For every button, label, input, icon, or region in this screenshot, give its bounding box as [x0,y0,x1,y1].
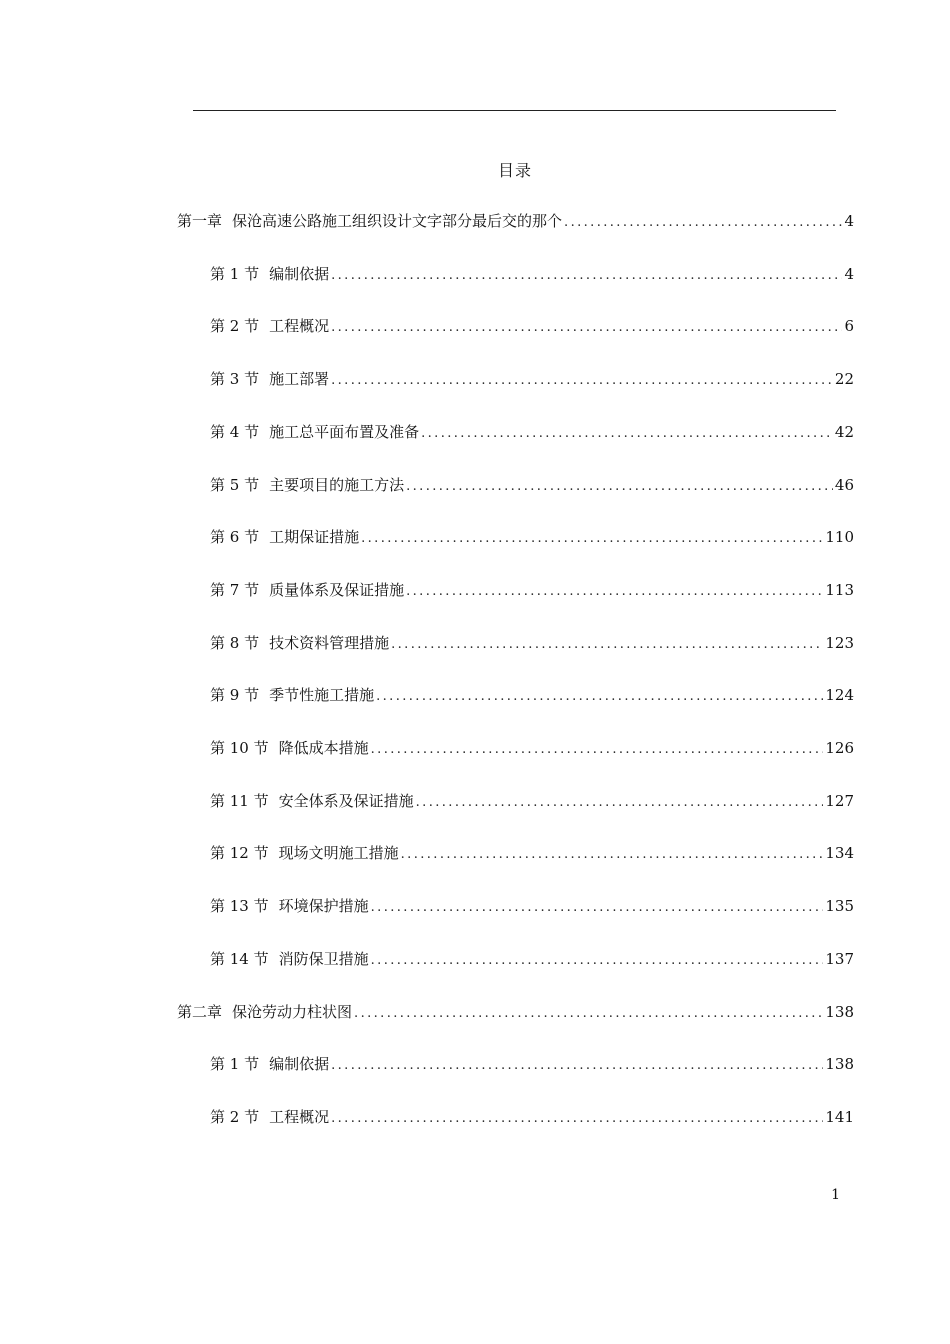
toc-entry-label [177,209,562,233]
toc-entry[interactable] [177,209,854,233]
toc-entry-text: 主要项目的施工方法 [269,475,405,494]
toc-entry-text: 现场文明施工措施 [278,844,399,863]
toc-entry-text: 施工总平面布置及准备 [269,422,420,441]
toc-entry-label [210,420,419,444]
toc-entry-label [210,1105,329,1129]
toc-entry[interactable] [210,894,854,918]
toc-entry-number: 第 2 节 [210,1107,260,1126]
toc-entry-label [210,314,329,338]
toc-entry[interactable] [210,736,854,760]
toc-entry-number: 第 3 节 [210,370,260,389]
toc-entry-text: 技术资料管理措施 [269,633,390,652]
toc-entry-label [210,841,399,865]
toc-entry-page: 6 [844,317,854,336]
toc-entry[interactable] [210,683,854,707]
toc-dot-leader [391,633,823,657]
toc-entry-number: 第 7 节 [210,580,260,599]
toc-entry-text: 质量体系及保证措施 [269,580,405,599]
toc-entry-page: 42 [834,422,854,441]
toc-entry-page: 110 [825,528,854,547]
toc-entry-label [210,736,369,760]
toc-entry-number: 第 12 节 [210,844,269,863]
toc-dot-leader [331,316,842,340]
toc-dot-leader [416,791,824,815]
toc-dot-leader [361,527,823,551]
toc-entry-text: 施工部署 [269,370,330,389]
toc-entry-page: 4 [844,212,854,230]
toc-entry-number: 第一章 [177,212,223,230]
toc-entry-text: 消防保卫措施 [278,949,369,968]
toc-entry-page: 123 [825,633,854,652]
toc-entry-number: 第 10 节 [210,739,269,757]
toc-entry-number: 第 8 节 [210,633,260,652]
toc-entry-label [177,1000,352,1024]
toc-entry[interactable] [210,631,854,655]
toc-entry-label [210,894,369,918]
toc-entry-label [210,525,359,549]
toc-dot-leader [331,1107,823,1131]
toc-entry-page: 135 [825,897,854,916]
toc-entry-page: 127 [825,791,854,810]
toc-dot-leader [331,1054,823,1078]
toc-entry-page: 134 [825,844,854,863]
toc-entry[interactable] [210,367,854,391]
toc-entry-label [210,367,329,391]
toc-entry-number: 第 14 节 [210,949,269,968]
toc-dot-leader [376,685,823,709]
toc-entry-text: 环境保护措施 [278,897,369,916]
toc-dot-leader [354,1002,823,1026]
toc-entry-label [210,1052,329,1076]
toc-entry-text: 保沧高速公路施工组织设计文字部分最后交的那个 [232,212,563,230]
toc-dot-leader [401,843,824,867]
toc-entry[interactable] [210,841,854,865]
toc-entry-number: 第 6 节 [210,528,260,547]
toc-entry-page: 46 [834,475,854,494]
toc-entry-text: 编制依据 [269,264,330,283]
toc-dot-leader [371,949,824,973]
toc-entry-text: 降低成本措施 [278,739,369,757]
toc-entry-page: 138 [825,1002,854,1021]
toc-entry[interactable] [210,473,854,497]
toc-entry-number: 第 4 节 [210,422,260,441]
toc-dot-leader [421,422,833,446]
toc-entry-text: 工程概况 [269,1107,330,1126]
toc-dot-leader [371,738,824,762]
toc-entry-label [210,473,404,497]
toc-entry-number: 第 11 节 [210,791,269,810]
toc-entry-number: 第 1 节 [210,1055,260,1074]
toc-entry-text: 保沧劳动力柱状图 [232,1002,353,1021]
toc-entry-label [210,578,404,602]
toc-entry-label [210,631,389,655]
toc-entry[interactable] [210,525,854,549]
toc-entry-page: 141 [825,1107,854,1126]
toc-entry-text: 季节性施工措施 [269,686,375,705]
toc-entry[interactable] [210,314,854,338]
page-number: 1 [831,1187,840,1203]
toc-entry-page: 138 [825,1055,854,1074]
toc-entry[interactable] [210,1052,854,1076]
toc-entry-label [210,683,374,707]
toc-entry-number: 第 13 节 [210,897,269,916]
toc-entry-number: 第二章 [177,1002,223,1021]
toc-dot-leader [331,369,833,393]
toc-dot-leader [564,211,842,235]
toc-entry[interactable] [210,947,854,971]
toc-entry-number: 第 2 节 [210,317,260,336]
toc-entry-page: 137 [825,949,854,968]
toc-entry[interactable] [210,1105,854,1129]
toc-entry-text: 工期保证措施 [269,528,360,547]
toc-dot-leader [406,475,833,499]
toc-title: 目录 [497,161,532,180]
toc-entry-page: 22 [834,370,854,389]
toc-entry-label [210,947,369,971]
toc-dot-leader [371,896,824,920]
toc-dot-leader [406,580,823,604]
toc-entry-label [210,789,414,813]
header-rule [193,110,836,111]
toc-entry[interactable] [210,262,854,286]
toc-entry[interactable] [177,1000,854,1024]
toc-entry[interactable] [210,420,854,444]
toc-entry-text: 编制依据 [269,1055,330,1074]
toc-entry-page: 124 [825,686,854,705]
toc-entry-text: 安全体系及保证措施 [278,791,414,810]
toc-entry[interactable] [210,578,854,602]
toc-entry-number: 第 1 节 [210,264,260,283]
toc-entry-label [210,262,329,286]
toc-dot-leader [331,264,842,288]
toc-entry-text: 工程概况 [269,317,330,336]
toc-entry-page: 4 [844,264,854,283]
toc-entry-number: 第 9 节 [210,686,260,705]
toc-entry-number: 第 5 节 [210,475,260,494]
toc-entry-page: 113 [825,580,854,599]
toc-entry-page: 126 [825,739,854,757]
toc-entry[interactable] [210,789,854,813]
